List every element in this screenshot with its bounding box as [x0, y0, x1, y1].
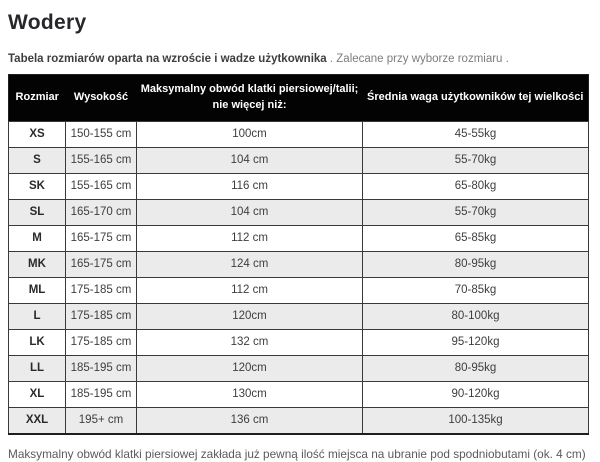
cell-height: 185-195 cm — [66, 355, 137, 381]
cell-height: 185-195 cm — [66, 381, 137, 407]
cell-size: XXL — [9, 407, 66, 434]
cell-weight: 70-85kg — [363, 277, 589, 303]
subtitle — [8, 35, 592, 65]
cell-size: S — [9, 147, 66, 173]
cell-height: 165-175 cm — [66, 251, 137, 277]
table-row — [9, 173, 589, 199]
cell-height: 150-155 cm — [66, 121, 137, 147]
table-row — [9, 407, 589, 434]
cell-chest: 100cm — [137, 121, 363, 147]
table-row — [9, 225, 589, 251]
cell-chest: 130cm — [137, 381, 363, 407]
subtitle-muted-text: . Zalecane przy wyborze rozmiaru . — [326, 53, 509, 65]
cell-chest: 104 cm — [137, 199, 363, 225]
cell-size: M — [9, 225, 66, 251]
cell-height: 155-165 cm — [66, 147, 137, 173]
table-header-row — [9, 75, 589, 122]
cell-weight: 55-70kg — [363, 147, 589, 173]
header-cell-chest-line2: nie więcej niż: — [212, 98, 287, 111]
cell-weight: 100-135kg — [363, 407, 589, 434]
cell-chest: 124 cm — [137, 251, 363, 277]
table-row — [9, 121, 589, 147]
cell-size: MK — [9, 251, 66, 277]
cell-size: L — [9, 303, 66, 329]
cell-height: 155-165 cm — [66, 173, 137, 199]
cell-height: 165-170 cm — [66, 199, 137, 225]
header-cell-height: Wysokość — [66, 75, 137, 122]
cell-chest: 112 cm — [137, 277, 363, 303]
table-row — [9, 381, 589, 407]
cell-size: ML — [9, 277, 66, 303]
cell-chest: 104 cm — [137, 147, 363, 173]
size-table-body — [9, 121, 589, 434]
header-cell-chest-line1: Maksymalny obwód klatki piersiowej/talii; — [140, 83, 359, 95]
cell-height: 175-185 cm — [66, 277, 137, 303]
table-row — [9, 355, 589, 381]
cell-height: 195+ cm — [66, 407, 137, 434]
cell-chest: 112 cm — [137, 225, 363, 251]
cell-weight: 95-120kg — [363, 329, 589, 355]
table-row — [9, 329, 589, 355]
cell-size: LL — [9, 355, 66, 381]
cell-weight: 90-120kg — [363, 381, 589, 407]
size-table — [8, 74, 589, 435]
cell-chest: 132 cm — [137, 329, 363, 355]
table-row — [9, 251, 589, 277]
cell-weight: 80-95kg — [363, 355, 589, 381]
footer-note: Maksymalny obwód klatki piersiowej zakłada już pewną ilość miejsca na ubranie pod spodniobutami (ok. 4 cm) — [8, 446, 586, 461]
cell-size: LK — [9, 329, 66, 355]
cell-weight: 55-70kg — [363, 199, 589, 225]
cell-weight: 80-95kg — [363, 251, 589, 277]
table-row — [9, 277, 589, 303]
subtitle-bold-text: Tabela rozmiarów oparta na wzroście i wadze użytkownika — [8, 53, 327, 65]
cell-size: SK — [9, 173, 66, 199]
table-row — [9, 199, 589, 225]
cell-weight: 65-85kg — [363, 225, 589, 251]
cell-weight: 80-100kg — [363, 303, 589, 329]
cell-chest: 116 cm — [137, 173, 363, 199]
table-row — [9, 303, 589, 329]
size-table-head — [9, 75, 589, 122]
header-cell-chest — [137, 75, 363, 122]
cell-chest: 120cm — [137, 303, 363, 329]
cell-chest: 120cm — [137, 355, 363, 381]
table-row — [9, 147, 589, 173]
cell-size: XS — [9, 121, 66, 147]
cell-chest: 136 cm — [137, 407, 363, 434]
cell-size: SL — [9, 199, 66, 225]
cell-weight: 45-55kg — [363, 121, 589, 147]
cell-height: 175-185 cm — [66, 329, 137, 355]
cell-weight: 65-80kg — [363, 173, 589, 199]
page-title: Wodery — [8, 11, 87, 34]
header-cell-weight: Średnia waga użytkowników tej wielkości — [363, 75, 589, 122]
header-cell-size: Rozmiar — [9, 75, 66, 122]
cell-height: 175-185 cm — [66, 303, 137, 329]
cell-size: XL — [9, 381, 66, 407]
cell-height: 165-175 cm — [66, 225, 137, 251]
